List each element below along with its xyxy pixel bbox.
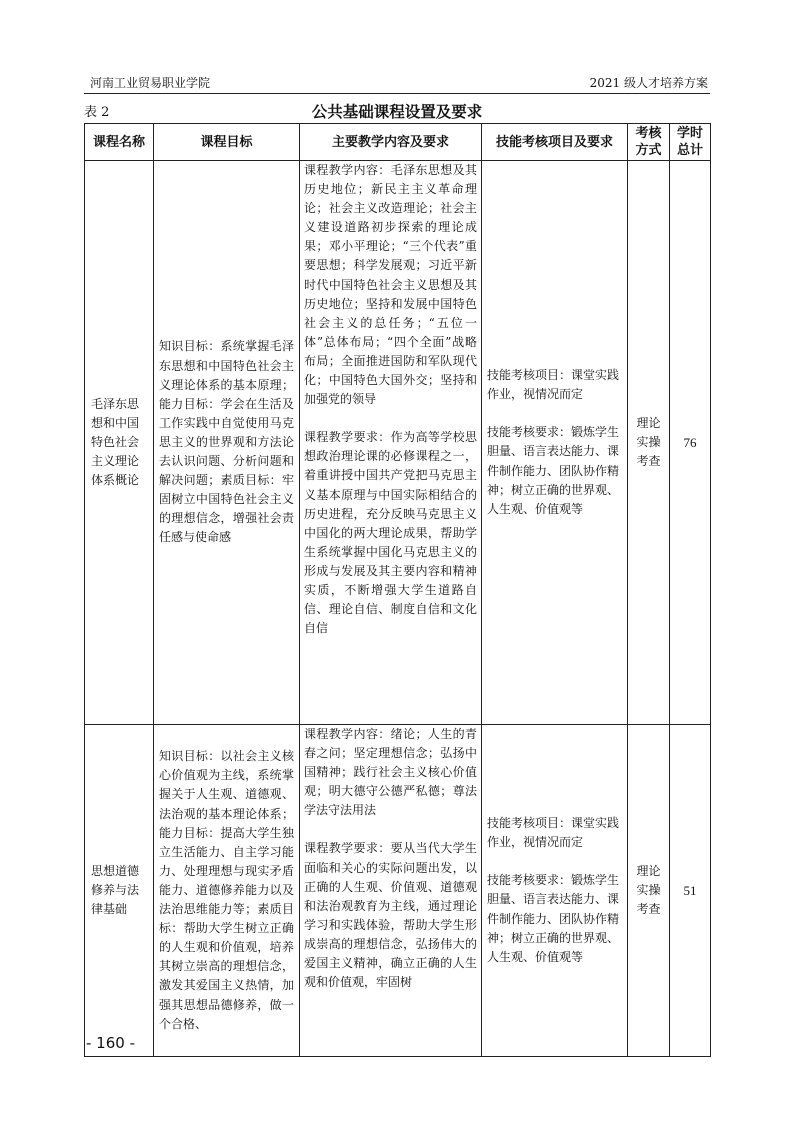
table-row xyxy=(85,161,711,725)
content-items: 课程教学内容：绪论；人生的青春之问；坚定理想信念；弘扬中国精神；践行社会主义核心价值观；明大德守公德严私德；尊法学法守法用法 xyxy=(304,727,477,818)
table-number: 表 2 xyxy=(84,105,110,120)
col-header-goal: 课程目标 xyxy=(154,124,300,161)
page-number: - 160 - xyxy=(86,1034,135,1052)
skill-requirements: 技能考核要求：锻炼学生胆量、语言表达能力、课件制作能力、团队协作精神；树立正确的世界观、人生观、价值观等 xyxy=(487,425,620,516)
total-hours: 51 xyxy=(670,725,711,1057)
content-items: 课程教学内容：毛泽东思想及其历史地位；新民主主义革命理论；社会主义改造理论；社会主义建设道路初步探索的理论成果；邓小平理论；“三个代表”重要思想；科学发展观；习近平新时代中国特色社会主义思想及其历史地位；坚持和发展中国特色社会主义的总任务；“五位一体”总体布局；“四个全面”战略布局；全面推进国防和军队现代化；中国特色大国外交；坚持和加强党的领导 xyxy=(304,163,477,407)
table-row xyxy=(85,725,711,1057)
course-goal: 知识目标：以社会主义核心价值观为主线，系统掌握关于人生观、道德观、法治观的基本理论体系；能力目标：提高大学生独立生活能力、自主学习能力、处理理想与现实矛盾能力、道德修养能力以及法治思维能力等；素质目标：帮助大学生树立正确的人生观和价值观，培养其树立崇高的理想信念，激发其爱国主义热情，加强其思想品德修养，做一个合格、 xyxy=(154,725,300,1057)
page-header xyxy=(84,72,710,94)
skill-spacer xyxy=(487,404,622,423)
table-header-row xyxy=(85,124,711,161)
col-header-method xyxy=(628,124,670,161)
skill-spacer xyxy=(487,852,622,871)
col-header-hours xyxy=(670,124,711,161)
course-name: 毛泽东思想和中国特色社会主义理论体系概论 xyxy=(85,161,154,725)
skill-assessment xyxy=(482,725,628,1057)
course-name: 思想道德修养与法律基础 xyxy=(85,725,154,1057)
col-header-hours-line2: 总计 xyxy=(676,143,703,158)
course-content xyxy=(300,161,482,725)
col-header-content: 主要教学内容及要求 xyxy=(300,124,482,161)
col-header-method-line1: 考核 xyxy=(635,126,662,141)
skill-project: 技能考核项目：课堂实践作业，视情况而定 xyxy=(487,816,620,850)
skill-project: 技能考核项目：课堂实践作业，视情况而定 xyxy=(487,368,620,402)
content-spacer xyxy=(304,409,477,428)
col-header-name: 课程名称 xyxy=(85,124,154,161)
table-title: 公共基础课程设置及要求 xyxy=(311,103,483,121)
assessment-method: 理论实操考查 xyxy=(628,725,670,1057)
assessment-method: 理论实操考查 xyxy=(628,161,670,725)
header-school: 河南工业贸易职业学院 xyxy=(90,76,211,90)
col-header-method-line2: 方式 xyxy=(635,143,662,158)
content-requirements: 课程教学要求：作为高等学校思想政治理论课的必修课程之一，着重讲授中国共产党把马克思主义基本原理与中国实际相结合的历史进程，充分反映马克思主义中国化的两大理论成果，帮助学生系统掌握中国化马克思主义的形成与发展及其主要内容和精神实质，不断增强大学生道路自信、理论自信、制度自信和文化自信 xyxy=(304,430,477,636)
col-header-hours-line1: 学时 xyxy=(676,126,703,141)
skill-requirements: 技能考核要求：锻炼学生胆量、语言表达能力、课件制作能力、团队协作精神；树立正确的世界观、人生观、价值观等 xyxy=(487,873,620,964)
total-hours: 76 xyxy=(670,161,711,725)
content-spacer xyxy=(304,820,477,839)
skill-assessment xyxy=(482,161,628,725)
course-content xyxy=(300,725,482,1057)
content-requirements: 课程教学要求：要从当代大学生面临和关心的实际问题出发，以正确的人生观、价值观、道德观和法治观教育为主线，通过理论学习和实践体验，帮助大学生形成崇高的理想信念，弘扬伟大的爱国主义精神，确立正确的人生观和价值观，牢固树 xyxy=(304,841,477,990)
header-document: 2021 级人才培养方案 xyxy=(589,76,708,90)
course-table xyxy=(84,123,711,1057)
col-header-skill: 技能考核项目及要求 xyxy=(482,124,628,161)
course-goal: 知识目标：系统掌握毛泽东思想和中国特色社会主义理论体系的基本原理；能力目标：学会在生活及工作实践中自觉使用马克思主义的世界观和方法论去认识问题、分析问题和解决问题；素质目标：牢固树立中国特色社会主义的理想信念，增强社会责任感与使命感 xyxy=(154,161,300,725)
